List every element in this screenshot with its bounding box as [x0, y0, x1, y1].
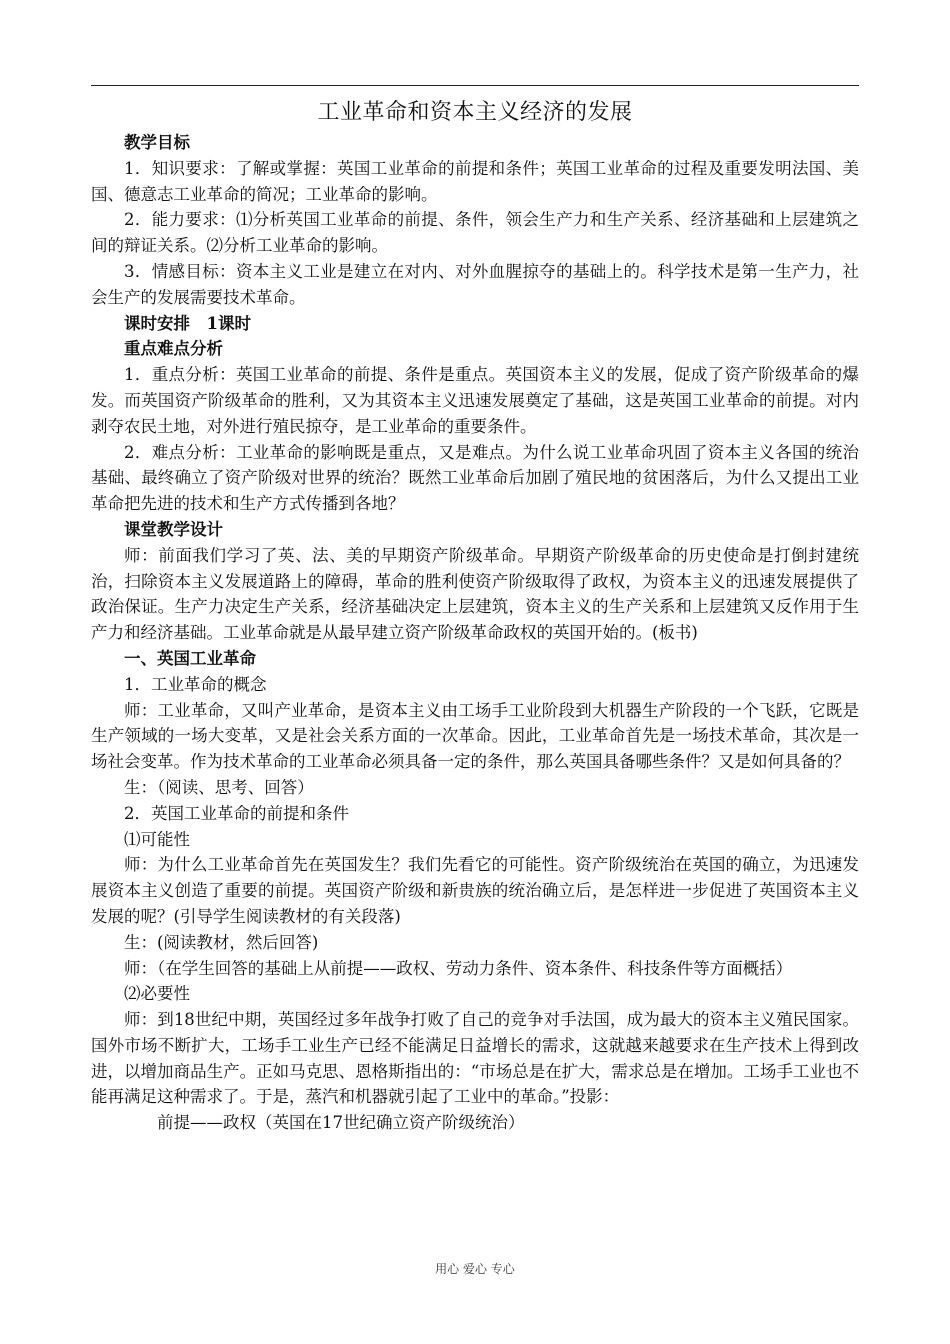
section-heading: 课时安排 1课时	[124, 313, 251, 333]
header-rule	[91, 85, 859, 86]
section-heading: 重点难点分析	[124, 339, 223, 359]
paragraph: 师：（在学生回答的基础上从前提——政权、劳动力条件、资本条件、科技条件等方面概括）	[124, 958, 793, 978]
paragraph: 生：(阅读教材，然后回答)	[124, 932, 319, 952]
page-title: 工业革命和资本主义经济的发展	[317, 100, 633, 125]
paragraph: 师：工业革命，又叫产业革命，是资本主义由工场手工业阶段到大机器生产阶段的一个飞跃，它既是生产领域的一场大变革，又是社会关系方面的一次革命。因此，工业革命首先是一场技术革命，其次是一场社会变革。作为技术革命的工业革命必须具备一定的条件，那么英国具备哪些条件？又是如何具备的？	[91, 700, 859, 772]
paragraph-list	[91, 130, 859, 1136]
section-heading: 教学目标	[124, 133, 190, 152]
paragraph: 2．难点分析：工业革命的影响既是重点，又是难点。为什么说工业革命巩固了资本主义各国的统治基础、最终确立了资产阶级对世界的统治？既然工业革命后加剧了殖民地的贫困落后，为什么又提出工业革命把先进的技术和生产方式传播到各地？	[91, 442, 859, 514]
paragraph: 1．工业革命的概念	[124, 674, 267, 694]
section-heading: 一、英国工业革命	[124, 648, 256, 668]
paragraph: 师：到18世纪中期，英国经过多年战争打败了自己的竞争对手法国，成为最大的资本主义殖民国家。国外市场不断扩大，工场手工业生产已经不能满足日益增长的需求，这就越来越要求在生产技术上得到改进，以增加商品生产。正如马克思、恩格斯指出的：“市场总是在扩大，需求总是在增加。工场手工业也不能再满足这种需求了。于是，蒸汽和机器就引起了工业中的革命。”投影：	[91, 1010, 859, 1107]
paragraph: 2．英国工业革命的前提和条件	[124, 803, 349, 823]
paragraph: 2．能力要求：⑴分析英国工业革命的前提、条件，领会生产力和生产关系、经济基础和上层建筑之间的辩证关系。⑵分析工业革命的影响。	[91, 210, 859, 256]
paragraph: 师：为什么工业革命首先在英国发生？我们先看它的可能性。资产阶级统治在英国的确立，为迅速发展资本主义创造了重要的前提。英国资产阶级和新贵族的统治确立后，是怎样进一步促进了英国资本主义发展的呢？(引导学生阅读教材的有关段落)	[91, 855, 859, 926]
paragraph: 师：前面我们学习了英、法、美的早期资产阶级革命。早期资产阶级革命的历史使命是打倒封建统治，扫除资本主义发展道路上的障碍，革命的胜利使资产阶级取得了政权，为资本主义的迅速发展提供了政治保证。生产力决定生产关系，经济基础决定上层建筑，资本主义的生产关系和上层建筑又反作用于生产力和经济基础。工业革命就是从最早建立资产阶级革命政权的英国开始的。(板书)	[91, 545, 859, 643]
paragraph: 3．情感目标：资本主义工业是建立在对内、对外血腥掠夺的基础上的。科学技术是第一生产力，社会生产的发展需要技术革命。	[91, 261, 859, 307]
paragraph: 前提——政权（英国在17世纪确立资产阶级统治）	[157, 1113, 525, 1133]
paragraph: 1．重点分析：英国工业革命的前提、条件是重点。英国资本主义的发展，促成了资产阶级革命的爆发。而英国资产阶级革命的胜利，又为其资本主义迅速发展奠定了基础，这是英国工业革命的前提。对内剥夺农民土地，对外进行殖民掠夺，是工业革命的重要条件。	[91, 365, 859, 436]
paragraph: 生：（阅读、思考、回答）	[124, 777, 314, 797]
section-heading: 课堂教学设计	[124, 519, 223, 539]
document-body	[91, 96, 859, 1136]
paragraph: ⑴可能性	[124, 829, 190, 849]
page-footer: 用心 爱心 专心	[435, 1262, 515, 1276]
paragraph: 1．知识要求：了解或掌握：英国工业革命的前提和条件；英国工业革命的过程及重要发明法国、美国、德意志工业革命的简况；工业革命的影响。	[91, 158, 859, 204]
paragraph: ⑵必要性	[124, 984, 190, 1004]
